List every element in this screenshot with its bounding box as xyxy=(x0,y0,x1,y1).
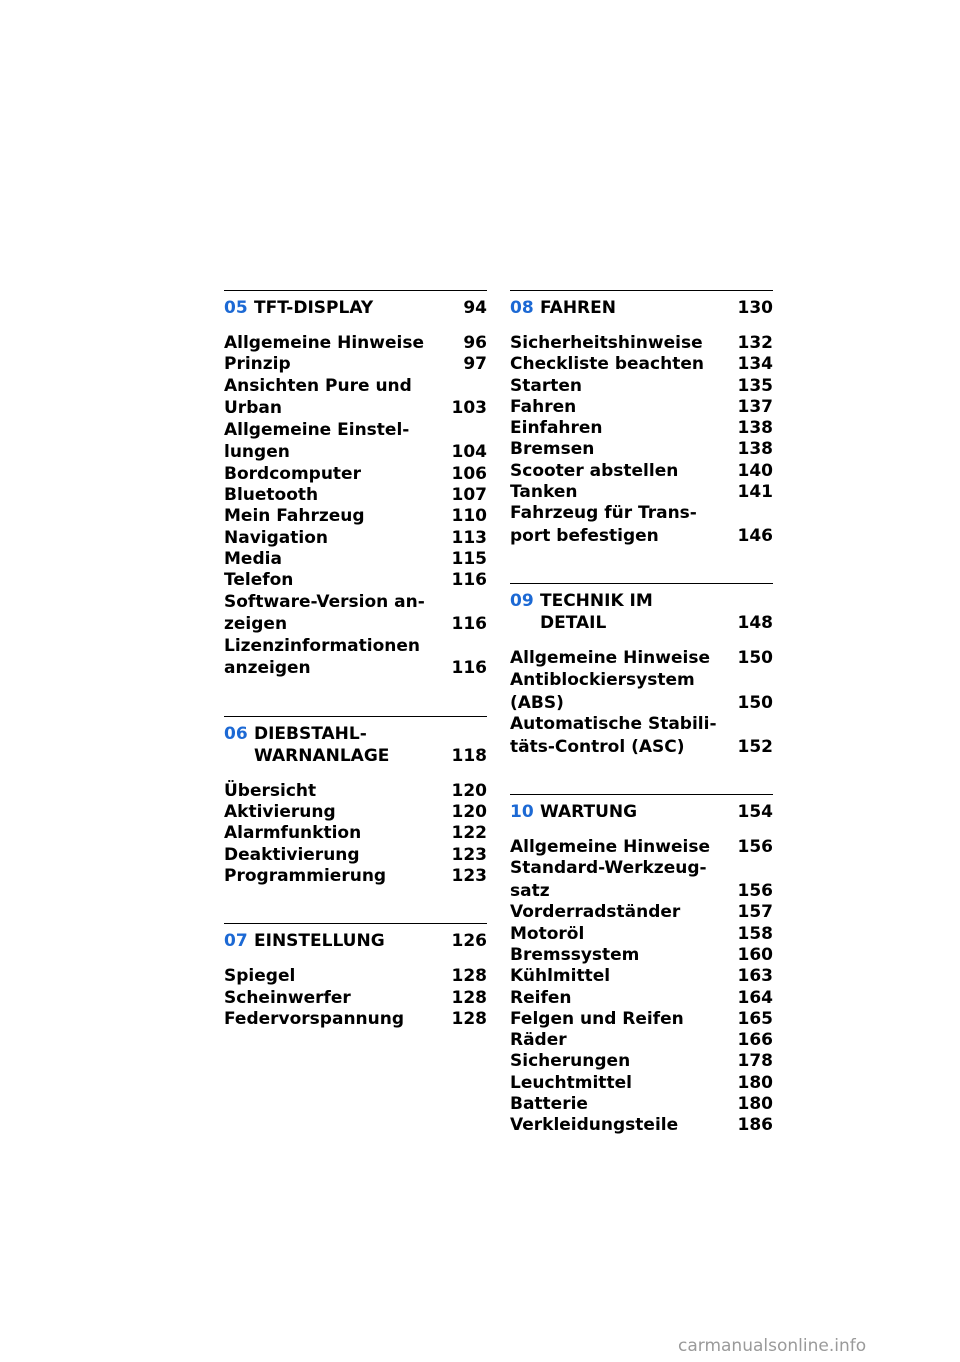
toc-entry[interactable] xyxy=(224,802,487,823)
toc-entry-page-number: 123 xyxy=(451,844,487,865)
toc-entry-title-line: Motoröl xyxy=(510,923,585,944)
section-entry-list xyxy=(510,648,773,757)
toc-entry-page-number: 141 xyxy=(737,482,773,503)
toc-entry-page-number: 128 xyxy=(451,1008,487,1029)
toc-entry-title xyxy=(224,866,443,887)
toc-entry-title-line: Starten xyxy=(510,375,582,396)
toc-entry-page-number: 120 xyxy=(451,780,487,801)
toc-entry-page-number: 160 xyxy=(737,944,773,965)
toc-entry-page-number: 146 xyxy=(737,526,773,547)
section-title-line: WARNANLAGE xyxy=(254,745,390,766)
toc-entry-title xyxy=(510,1073,729,1094)
toc-entry-title-line: Media xyxy=(224,548,282,569)
section-spacer xyxy=(224,680,487,716)
toc-entry-page-number: 116 xyxy=(451,614,487,635)
toc-entry-page-number: 106 xyxy=(451,463,487,484)
toc-entry-title xyxy=(510,714,729,758)
toc-entry-title-line: Reifen xyxy=(510,987,572,1008)
toc-column-left xyxy=(224,290,487,1030)
toc-entry-title-line: Bordcomputer xyxy=(224,463,361,484)
toc-entry-title-line: lungen xyxy=(224,442,290,463)
toc-entry-page-number: 103 xyxy=(451,398,487,419)
toc-entry[interactable] xyxy=(224,549,487,570)
toc-entry-title-line: täts-Control (ASC) xyxy=(510,736,685,757)
toc-entry-title-line: Scooter abstellen xyxy=(510,460,679,481)
toc-entry-page-number: 138 xyxy=(737,439,773,460)
toc-entry-title xyxy=(224,636,443,680)
section-number: 08 xyxy=(510,298,534,318)
toc-entry-page-number: 107 xyxy=(451,485,487,506)
toc-entry-title xyxy=(510,376,729,397)
toc-entry-title xyxy=(510,418,729,439)
toc-entry[interactable] xyxy=(510,418,773,439)
toc-entry[interactable] xyxy=(224,636,487,680)
toc-entry-page-number: 96 xyxy=(463,333,487,353)
toc-entry[interactable] xyxy=(510,670,773,714)
toc-entry-title-line: Spiegel xyxy=(224,966,296,987)
toc-entry-title xyxy=(510,1115,729,1136)
toc-entry[interactable] xyxy=(510,902,773,923)
toc-entry-title-line: Leuchtmittel xyxy=(510,1072,632,1093)
toc-entry-title-line: Automatische Stabili- xyxy=(510,713,717,734)
toc-entry-title-line: Kühlmittel xyxy=(510,966,611,987)
section-page-number: 94 xyxy=(463,298,487,318)
toc-entry-title xyxy=(510,924,729,945)
section-page-number: 118 xyxy=(451,745,487,766)
toc-entry[interactable] xyxy=(510,1051,773,1072)
toc-entry-title xyxy=(510,648,729,669)
toc-entry-title xyxy=(510,1094,729,1115)
toc-entry[interactable] xyxy=(510,945,773,966)
toc-section-06 xyxy=(224,716,487,887)
toc-entry-title xyxy=(510,333,729,354)
toc-entry-title-line: Mein Fahrzeug xyxy=(224,506,365,527)
toc-entry[interactable] xyxy=(224,464,487,485)
toc-section-07 xyxy=(224,923,487,1030)
toc-entry-page-number: 166 xyxy=(737,1030,773,1051)
toc-entry-title-line: Übersicht xyxy=(224,780,317,801)
section-title-line: FAHREN xyxy=(540,298,616,318)
toc-entry-title-line: Felgen und Reifen xyxy=(510,1008,684,1029)
toc-entry-title-line: Prinzip xyxy=(224,354,291,375)
toc-entry-title-line: Telefon xyxy=(224,570,294,591)
toc-section-10 xyxy=(510,794,773,1137)
toc-entry-page-number: 134 xyxy=(737,354,773,375)
toc-entry[interactable] xyxy=(510,714,773,758)
toc-entry-page-number: 150 xyxy=(737,648,773,669)
toc-entry-title xyxy=(510,482,729,503)
toc-entry-title-line: Lizenzinformationen xyxy=(224,635,421,656)
toc-entry-title-line: Federvorspannung xyxy=(224,1008,405,1029)
toc-entry[interactable] xyxy=(510,1115,773,1136)
toc-entry-page-number: 164 xyxy=(737,987,773,1008)
toc-entry-page-number: 116 xyxy=(451,658,487,679)
section-title xyxy=(254,723,443,767)
toc-entry-page-number: 156 xyxy=(737,881,773,902)
toc-entry[interactable] xyxy=(510,648,773,669)
toc-entry[interactable] xyxy=(510,966,773,987)
toc-entry[interactable] xyxy=(224,823,487,844)
toc-entry-page-number: 150 xyxy=(737,692,773,713)
toc-entry-title xyxy=(224,1009,443,1030)
toc-entry-page-number: 163 xyxy=(737,966,773,987)
toc-entry[interactable] xyxy=(510,1073,773,1094)
toc-entry-title-line: Verkleidungsteile xyxy=(510,1115,679,1136)
toc-entry-title-line: Standard-Werkzeug- xyxy=(510,858,707,879)
toc-entry-page-number: 128 xyxy=(451,987,487,1008)
toc-entry-title xyxy=(224,354,443,375)
section-heading[interactable] xyxy=(510,583,773,634)
toc-entry-page-number: 157 xyxy=(737,902,773,923)
section-title xyxy=(540,590,729,634)
toc-entry-title xyxy=(224,845,443,866)
toc-entry-title xyxy=(510,1030,729,1051)
toc-entry[interactable] xyxy=(510,1030,773,1051)
toc-entry-title xyxy=(510,439,729,460)
section-spacer xyxy=(510,547,773,583)
toc-entry-page-number: 104 xyxy=(451,442,487,463)
toc-entry[interactable] xyxy=(224,781,487,802)
toc-entry-title xyxy=(224,570,443,591)
toc-entry-title xyxy=(224,376,443,420)
toc-column-right xyxy=(510,290,773,1137)
toc-entry-title xyxy=(224,823,443,844)
toc-entry-page-number: 97 xyxy=(463,354,487,375)
section-number: 07 xyxy=(224,931,248,952)
toc-entry-page-number: 165 xyxy=(737,1008,773,1029)
toc-entry-title-line: Batterie xyxy=(510,1094,588,1115)
toc-entry-title-line: Allgemeine Hinweise xyxy=(510,836,710,857)
toc-entry-page-number: 156 xyxy=(737,836,773,857)
toc-entry-title xyxy=(510,503,729,547)
section-title xyxy=(254,930,443,952)
toc-entry[interactable] xyxy=(224,354,487,375)
toc-entry[interactable] xyxy=(510,354,773,375)
section-page-number: 148 xyxy=(737,613,773,634)
toc-entry[interactable] xyxy=(510,333,773,354)
toc-entry-title xyxy=(224,506,443,527)
toc-entry-title-line: anzeigen xyxy=(224,658,311,679)
toc-entry[interactable] xyxy=(510,439,773,460)
toc-entry-title-line: Programmierung xyxy=(224,865,387,886)
toc-entry-title-line: Fahren xyxy=(510,396,577,417)
toc-entry-title-line: Allgemeine Einstel- xyxy=(224,419,410,440)
toc-entry-title-line: Alarmfunktion xyxy=(224,823,362,844)
toc-entry-title-line: Fahrzeug für Trans- xyxy=(510,503,697,524)
toc-entry[interactable] xyxy=(510,988,773,1009)
section-title-line: TECHNIK IM xyxy=(540,591,653,612)
toc-entry-title-line: Einfahren xyxy=(510,418,603,439)
toc-entry-title-line: Bremssystem xyxy=(510,944,640,965)
section-title xyxy=(254,297,443,319)
toc-entry-title-line: satz xyxy=(510,881,550,902)
toc-entry-title xyxy=(510,461,729,482)
toc-entry-title xyxy=(510,945,729,966)
section-number: 09 xyxy=(510,591,534,612)
section-page-number: 126 xyxy=(451,931,487,952)
toc-entry[interactable] xyxy=(510,482,773,503)
section-number: 10 xyxy=(510,801,534,822)
toc-entry[interactable] xyxy=(510,461,773,482)
toc-entry-title xyxy=(224,420,443,464)
toc-entry[interactable] xyxy=(224,866,487,887)
toc-entry-title xyxy=(224,781,443,802)
footer-watermark: carmanualsonline.info xyxy=(678,1336,867,1356)
toc-entry-title xyxy=(510,670,729,714)
section-title-line: WARTUNG xyxy=(540,801,638,822)
toc-entry-title xyxy=(510,1009,729,1030)
toc-entry-page-number: 180 xyxy=(737,1094,773,1115)
toc-entry-page-number: 113 xyxy=(451,527,487,548)
section-heading[interactable] xyxy=(224,923,487,952)
toc-entry[interactable] xyxy=(224,485,487,506)
toc-entry-title xyxy=(510,354,729,375)
toc-entry[interactable] xyxy=(224,988,487,1009)
section-entry-list xyxy=(510,837,773,1137)
toc-entry[interactable] xyxy=(510,837,773,858)
toc-entry-title xyxy=(510,966,729,987)
toc-entry-page-number: 128 xyxy=(451,966,487,987)
toc-entry-page-number: 152 xyxy=(737,736,773,757)
toc-entry[interactable] xyxy=(224,506,487,527)
toc-entry[interactable] xyxy=(510,1009,773,1030)
section-heading[interactable] xyxy=(224,290,487,319)
section-title-line: DIEBSTAHL- xyxy=(254,723,367,744)
toc-entry[interactable] xyxy=(224,1009,487,1030)
toc-entry-page-number: 137 xyxy=(737,396,773,417)
toc-entry-title-line: Scheinwerfer xyxy=(224,987,351,1008)
toc-entry-title xyxy=(510,397,729,418)
toc-entry[interactable] xyxy=(224,528,487,549)
toc-entry-page-number: 122 xyxy=(451,823,487,844)
toc-entry[interactable] xyxy=(224,845,487,866)
toc-entry-page-number: 135 xyxy=(737,375,773,396)
section-heading[interactable] xyxy=(510,290,773,319)
toc-entry[interactable] xyxy=(224,420,487,464)
section-page-number: 130 xyxy=(737,298,773,318)
section-title-line: TFT-DISPLAY xyxy=(254,298,374,318)
toc-entry-title-line: Software-Version an- xyxy=(224,591,425,612)
section-heading[interactable] xyxy=(510,794,773,823)
toc-entry-title xyxy=(510,858,729,902)
section-entry-list xyxy=(510,333,773,547)
toc-entry-title-line: Sicherheitshinweise xyxy=(510,333,703,353)
toc-entry[interactable] xyxy=(224,592,487,636)
toc-entry-title xyxy=(510,1051,729,1072)
toc-entry-title xyxy=(510,902,729,923)
toc-entry-title xyxy=(224,988,443,1009)
section-spacer xyxy=(510,758,773,794)
toc-entry[interactable] xyxy=(510,376,773,397)
toc-entry-page-number: 132 xyxy=(737,333,773,353)
section-entry-list xyxy=(224,781,487,887)
section-entry-list xyxy=(224,966,487,1030)
toc-entry-title xyxy=(510,837,729,858)
toc-entry-title-line: Allgemeine Hinweise xyxy=(510,648,710,669)
toc-entry-title xyxy=(224,966,443,987)
toc-entry-title-line: Allgemeine Hinweise xyxy=(224,333,424,353)
toc-entry[interactable] xyxy=(224,376,487,420)
section-number: 06 xyxy=(224,723,248,744)
toc-entry-page-number: 123 xyxy=(451,865,487,886)
toc-entry[interactable] xyxy=(510,503,773,547)
toc-entry[interactable] xyxy=(510,858,773,902)
toc-entry-page-number: 186 xyxy=(737,1115,773,1136)
toc-entry[interactable] xyxy=(224,333,487,354)
toc-entry[interactable] xyxy=(510,924,773,945)
toc-entry-title-line: Antiblockiersystem xyxy=(510,669,695,690)
toc-entry[interactable] xyxy=(224,966,487,987)
toc-entry-title-line: Sicherungen xyxy=(510,1051,631,1072)
toc-section-08 xyxy=(510,290,773,547)
toc-entry-title-line: Bluetooth xyxy=(224,485,319,506)
toc-entry-title xyxy=(224,464,443,485)
toc-entry[interactable] xyxy=(510,1094,773,1115)
section-entry-list xyxy=(224,333,487,680)
toc-entry-page-number: 180 xyxy=(737,1072,773,1093)
toc-entry-title-line: Checkliste beachten xyxy=(510,354,704,375)
toc-section-09 xyxy=(510,583,773,757)
toc-entry-title-line: Ansichten Pure und xyxy=(224,375,412,396)
section-title-line: DETAIL xyxy=(540,613,607,634)
toc-entry-title-line: Deaktivierung xyxy=(224,844,360,865)
toc-entry-title-line: Aktivierung xyxy=(224,802,336,823)
toc-entry-title xyxy=(224,485,443,506)
toc-entry-page-number: 110 xyxy=(451,506,487,527)
toc-entry-page-number: 178 xyxy=(737,1051,773,1072)
section-spacer xyxy=(224,887,487,923)
section-title xyxy=(540,801,729,823)
section-title-line: EINSTELLUNG xyxy=(254,931,385,952)
section-title xyxy=(540,297,729,319)
toc-entry-page-number: 138 xyxy=(737,418,773,439)
toc-entry-title-line: port befestigen xyxy=(510,526,659,547)
toc-entry-title xyxy=(510,988,729,1009)
toc-entry-title-line: Urban xyxy=(224,398,282,419)
toc-entry-page-number: 116 xyxy=(451,570,487,591)
toc-entry-title xyxy=(224,802,443,823)
toc-entry-page-number: 120 xyxy=(451,802,487,823)
toc-entry-title-line: zeigen xyxy=(224,614,288,635)
section-page-number: 154 xyxy=(737,801,773,822)
toc-entry-title-line: Navigation xyxy=(224,527,328,548)
toc-entry-title-line: Tanken xyxy=(510,482,578,503)
toc-entry-title-line: Vorderradständer xyxy=(510,902,681,923)
toc-entry-title-line: Räder xyxy=(510,1030,567,1051)
toc-entry-page-number: 115 xyxy=(451,548,487,569)
toc-entry-page-number: 140 xyxy=(737,460,773,481)
toc-entry-page-number: 158 xyxy=(737,923,773,944)
toc-entry-title xyxy=(224,333,443,354)
toc-entry-title-line: (ABS) xyxy=(510,692,564,713)
toc-entry-title xyxy=(224,592,443,636)
toc-entry-title xyxy=(224,549,443,570)
toc-entry[interactable] xyxy=(510,397,773,418)
section-number: 05 xyxy=(224,298,248,318)
toc-entry-title-line: Bremsen xyxy=(510,439,595,460)
toc-entry-title xyxy=(224,528,443,549)
section-heading[interactable] xyxy=(224,716,487,767)
toc-entry[interactable] xyxy=(224,570,487,591)
toc-section-05 xyxy=(224,290,487,680)
